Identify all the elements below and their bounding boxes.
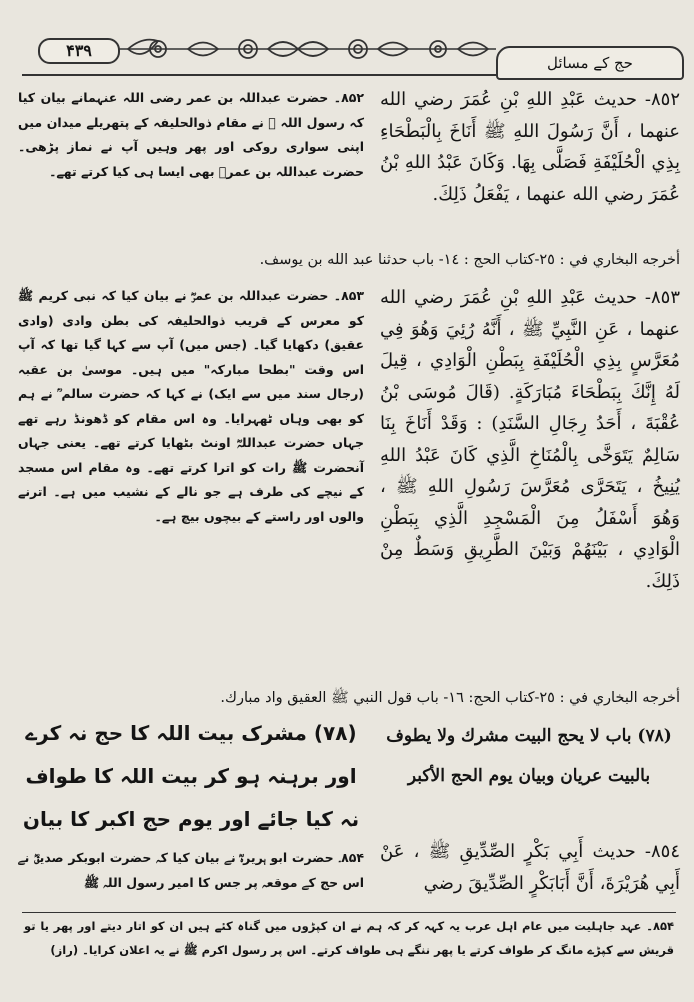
- running-title: حج کے مسائل: [496, 46, 684, 80]
- hadith-853-urdu: ۸۵۳۔ حضرت عبداللہ بن عمرؓ نے بیان کیا کہ نبی کریم ﷺ کو معرس کے قریب ذوالحلیفہ کی بطن وادی (وادی عقیق) دکھایا گیا۔ (جس میں) آپ سے کہا گیا تھا کہ آپ اس وقت "بطحا مبارکہ" میں ہیں۔ موسیٰ بن عقبہ (رجال سند میں سے ایک) نے کہا کہ حضرت سالم ؒ نے ہم کو بھی وہاں ٹھہرایا۔ وہ اس مقام کو ڈھونڈ رہے تھے جہاں حضرت عبداللہؓ اونٹ بٹھایا کرتے تھے۔ یعنی جہاں آنحضرت ﷺ رات کو اترا کرتے تھے۔ وہ مقام اس مسجد کے نیچے کی طرف ہے جو نالے کے نشیب میں ہے۔ اترنے والوں اور راستے کے بیچوں بیچ ہے۔: [18, 288, 364, 524]
- hadith-852-source: أخرجه البخاري في : ٢٥-كتاب الحج : ١٤- باب حدثنا عبد الله بن يوسف.: [259, 252, 680, 268]
- hadith-854-arabic: ٨٥٤- حديث أَبِي بَكْرٍ الصِّدِّيقِ ﷺ ، عَنْ أَبِي هُرَيْرَةَ، أَنَّ أَبَابَكْرٍ الصِّدِّيقَ رضي: [380, 841, 680, 894]
- hadith-853-arabic: ٨٥٣- حديث عَبْدِ اللهِ بْنِ عُمَرَ رضي الله عنهما ، عَنِ النَّبِيِّ ﷺ ، أَنَّهُ رُئِيَ وَهُوَ فِي مُعَرَّسٍ بِذِي الْحُلَيْفَةِ بِبَطْنِ الْوَادِي ، قِيلَ لَهُ إِنَّكَ بِبَطْحَاءَ مُبَارَكَةٍ. (قَالَ مُوسَى بْنُ عُقْبَةَ ، أَحَدُ رِجَالِ السَّنَدِ) : وَقَدْ أَنَاخَ بِنَا سَالِمٌ يَتَوَخَّى بِالْمُنَاخِ الَّذِي كَانَ عَبْدُ اللهِ يُنِيخُ ، يَتَحَرَّى مُعَرَّسَ رَسُولِ اللهِ ﷺ ، وَهُوَ أَسْفَلُ مِنَ الْمَسْجِدِ الَّذِي بِبَطْنِ الْوَادِي ، بَيْنَهُمْ وَبَيْنَ الطَّرِيقِ وَسَطٌ مِنْ ذَلِكَ.: [380, 287, 680, 592]
- footnote-rule: [22, 912, 676, 913]
- chapter-78-urdu: (۷۸) مشرک بیت اللہ کا حج نہ کرے اور برہنہ ہو کر بیت اللہ کا طواف نہ کیا جائے اور یوم حج اکبر کا بیان: [22, 721, 360, 831]
- header-rule: [22, 74, 498, 76]
- hadith-854-urdu: ۸۵۴۔ حضرت ابو ہریرہؓ نے بیان کیا کہ حضرت ابوبکر صدیقؓ نے اس حج کے موقعہ پر جس کا امیر رسول اللہ ﷺ: [18, 850, 364, 890]
- hadith-852-arabic: ٨٥٢- حديث عَبْدِ اللهِ بْنِ عُمَرَ رضي الله عنهما ، أَنَّ رَسُولَ اللهِ ﷺ أَنَاخَ بِالْبَطْحَاءِ بِذِي الْحُلَيْفَةِ فَصَلَّى بِهَا. وَكَانَ عَبْدُ اللهِ بْنُ عُمَرَ رضي الله عنهما ، يَفْعَلُ ذَلِكَ.: [380, 89, 680, 205]
- header-ornament: [118, 32, 496, 66]
- page-number: ۴۳۹: [38, 38, 120, 64]
- chapter-78-arabic: (٧٨) باب لا يحج البيت مشرك ولا يطوف بالبيت عريان وبيان يوم الحج الأكبر: [386, 726, 672, 786]
- footnote: ۸۵۴۔ عہد جاہلیت میں عام اہل عرب یہ کہہ کر کہ ہم نے ان کپڑوں میں گناہ کئے ہیں ان کو اتار دیتے اور پھر یا تو قریش سے کپڑے مانگ کر طواف کرتے یا پھر ننگے ہی طواف کرتے۔ اس پر رسول اکرم ﷺ نے یہ اعلان کرایا۔ (راز): [24, 919, 674, 957]
- hadith-852-urdu: ۸۵۲۔ حضرت عبداللہ بن عمر رضی اللہ عنہمانے بیان کیا کہ رسول اللہ ﷺ نے مقام ذوالحلیفہ کے پتھریلے میدان میں اپنی سواری روکی اور پھر وہیں آپ نے نماز پڑھی۔ حضرت عبداللہ بن عمرؓ بھی ایسا ہی کیا کرتے تھے۔: [18, 90, 364, 179]
- hadith-853-source: أخرجه البخاري في : ٢٥-كتاب الحج: ١٦- باب قول النبي ﷺ العقيق واد مبارك.: [220, 690, 680, 706]
